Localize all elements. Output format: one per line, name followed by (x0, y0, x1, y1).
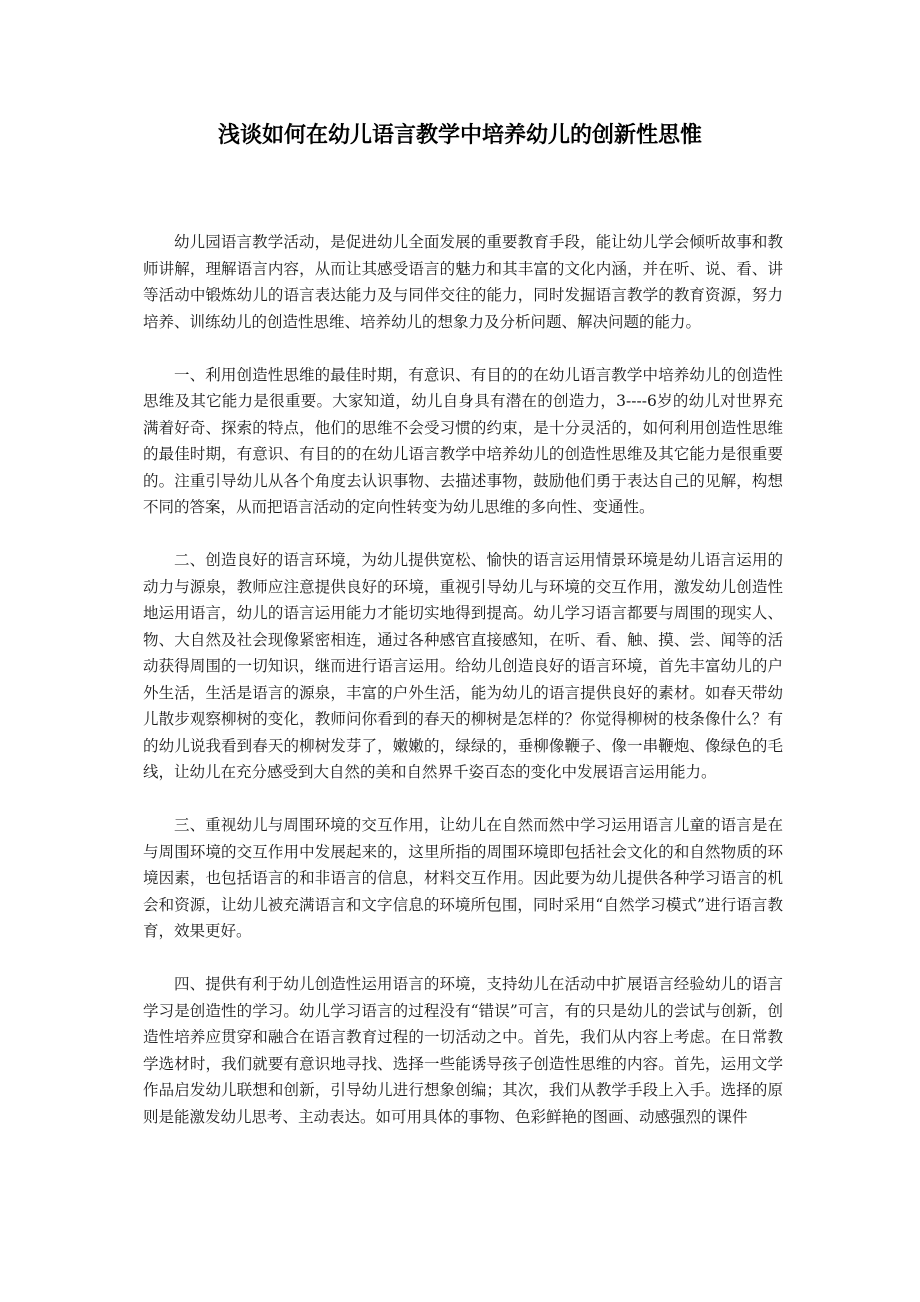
paragraph-section-3: 三、重视幼儿与周围环境的交互作用，让幼儿在自然而然中学习运用语言儿童的语言是在与周围环境的交互作用中发展起来的，这里所指的周围环境即包括社会文化的和自然物质的环境因素，也包括语言的和非语言的信息，材料交互作用。因此要为幼儿提供各种学习语言的机会和资源，让幼儿被充满语言和文字信息的环境所包围，同时采用“自然学习模式”进行语言教育，效果更好。 (143, 816, 783, 940)
document-title: 浅谈如何在幼儿语言教学中培养幼儿的创新性思惟 (217, 122, 702, 148)
document-body (143, 229, 783, 1157)
paragraph-section-2: 二、创造良好的语言环境，为幼儿提供宽松、愉快的语言运用情景环境是幼儿语言运用的动力与源泉，教师应注意提供良好的环境，重视引导幼儿与环境的交互作用，激发幼儿创造性地运用语言，幼儿的语言运用能力才能切实地得到提高。幼儿学习语言都要与周围的现实人、物、大自然及社会现像紧密相连，通过各种感官直接感知，在听、看、触、摸、尝、闻等的活动获得周围的一切知识，继而进行语言运用。给幼儿创造良好的语言环境，首先丰富幼儿的户外生活，生活是语言的源泉，丰富的户外生活，能为幼儿的语言提供良好的素材。如春天带幼儿散步观察柳树的变化，教师问你看到的春天的柳树是怎样的？你觉得柳树的枝条像什么？有的幼儿说我看到春天的柳树发芽了，嫩嫩的，绿绿的，垂柳像鞭子、像一串鞭炮、像绿色的毛线，让幼儿在充分感受到大自然的美和自然界千姿百态的变化中发展语言运用能力。 (143, 551, 783, 781)
paragraph-section-4: 四、提供有利于幼儿创造性运用语言的环境，支持幼儿在活动中扩展语言经验幼儿的语言学习是创造性的学习。幼儿学习语言的过程没有“错误”可言，有的只是幼儿的尝试与创新，创造性培养应贯穿和融合在语言教育过程的一切活动之中。首先，我们从内容上考虑。在日常教学选材时，我们就要有意识地寻找、选择一些能诱导孩子创造性思维的内容。首先，运用文学作品启发幼儿联想和创新，引导幼儿进行想象创编；其次，我们从教学手段上入手。选择的原则是能激发幼儿思考、主动表达。如可用具体的事物、色彩鲜艳的图画、动感强烈的课件 (143, 975, 783, 1126)
paragraph-intro: 幼儿园语言教学活动，是促进幼儿全面发展的重要教育手段，能让幼儿学会倾听故事和教师讲解，理解语言内容，从而让其感受语言的魅力和其丰富的文化内涵，并在听、说、看、讲等活动中锻炼幼儿的语言表达能力及与同伴交往的能力，同时发掘语言教学的教育资源，努力培养、训练幼儿的创造性思维、培养幼儿的想象力及分析问题、解决问题的能力。 (143, 233, 783, 331)
paragraph-section-1: 一、利用创造性思维的最佳时期，有意识、有目的的在幼儿语言教学中培养幼儿的创造性思维及其它能力是很重要。大家知道，幼儿自身具有潜在的创造力，3----6岁的幼儿对世界充满着好奇、探索的特点，他们的思维不会受习惯的约束，是十分灵活的，如何利用创造性思维的最佳时期，有意识、有目的的在幼儿语言教学中培养幼儿的创造性思维及其它能力是很重要的。注重引导幼儿从各个角度去认识事物、去描述事物，鼓励他们勇于表达自己的见解，构想不同的答案，从而把语言活动的定向性转变为幼儿思维的多向性、变通性。 (143, 365, 783, 516)
